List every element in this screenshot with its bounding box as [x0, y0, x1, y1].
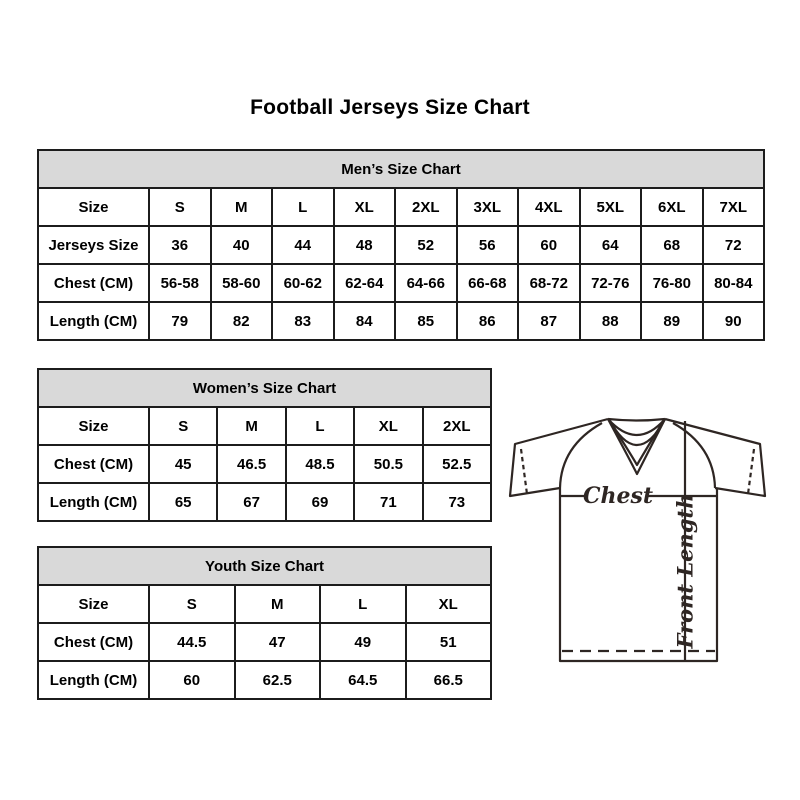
table-cell: 56-58	[149, 264, 211, 302]
table-cell: 90	[703, 302, 765, 340]
table-cell: 4XL	[518, 188, 580, 226]
jersey-measurement-diagram	[505, 406, 769, 670]
table-row	[38, 483, 491, 521]
table-cell: 64	[580, 226, 642, 264]
row-label: Chest (CM)	[38, 445, 149, 483]
left-sleeve-seam	[560, 423, 602, 488]
table-cell: 64-66	[395, 264, 457, 302]
right-sleeve-seam	[673, 423, 715, 488]
size-table	[37, 368, 492, 522]
table-cell: XL	[406, 585, 492, 623]
table-row	[38, 445, 491, 483]
collar-top-edge	[608, 419, 665, 421]
table-cell: S	[149, 407, 217, 445]
table-cell: L	[320, 585, 406, 623]
row-label: Length (CM)	[38, 483, 149, 521]
table-cell: 79	[149, 302, 211, 340]
table-cell: 49	[320, 623, 406, 661]
table-cell: 72-76	[580, 264, 642, 302]
row-label: Jerseys Size	[38, 226, 149, 264]
table-cell: 86	[457, 302, 519, 340]
table-cell: 80-84	[703, 264, 765, 302]
table-title: Youth Size Chart	[38, 547, 491, 585]
table-row	[38, 585, 491, 623]
table-cell: 44.5	[149, 623, 235, 661]
table-cell: 52	[395, 226, 457, 264]
table-cell: 72	[703, 226, 765, 264]
table-cell: M	[217, 407, 285, 445]
youth-size-chart	[37, 546, 492, 700]
table-cell: L	[272, 188, 334, 226]
table-cell: 3XL	[457, 188, 519, 226]
table-cell: M	[211, 188, 273, 226]
table-cell: 66.5	[406, 661, 492, 699]
table-cell: L	[286, 407, 354, 445]
table-cell: 68	[641, 226, 703, 264]
row-label: Size	[38, 585, 149, 623]
row-label: Size	[38, 407, 149, 445]
table-cell: 2XL	[423, 407, 491, 445]
table-cell: 40	[211, 226, 273, 264]
chest-label: Chest	[582, 483, 654, 509]
row-label: Chest (CM)	[38, 623, 149, 661]
right-cuff-dash	[748, 449, 754, 494]
womens-size-chart	[37, 368, 492, 522]
table-cell: 6XL	[641, 188, 703, 226]
table-row	[38, 264, 764, 302]
table-row	[38, 623, 491, 661]
table-row	[38, 188, 764, 226]
table-row	[38, 302, 764, 340]
table-cell: 76-80	[641, 264, 703, 302]
table-row	[38, 661, 491, 699]
table-cell: 52.5	[423, 445, 491, 483]
table-title: Women’s Size Chart	[38, 369, 491, 407]
size-table	[37, 546, 492, 700]
table-title: Men’s Size Chart	[38, 150, 764, 188]
table-cell: 7XL	[703, 188, 765, 226]
table-cell: XL	[334, 188, 396, 226]
table-cell: M	[235, 585, 321, 623]
table-cell: 67	[217, 483, 285, 521]
table-cell: 47	[235, 623, 321, 661]
mens-size-chart	[37, 149, 765, 341]
table-cell: 89	[641, 302, 703, 340]
left-cuff-dash	[521, 449, 527, 494]
table-row	[38, 226, 764, 264]
table-cell: 73	[423, 483, 491, 521]
table-cell: 84	[334, 302, 396, 340]
table-cell: 88	[580, 302, 642, 340]
jersey-outline-icon	[505, 406, 769, 670]
front-length-label: Front Length	[672, 493, 698, 649]
size-table	[37, 149, 765, 341]
table-cell: 71	[354, 483, 422, 521]
row-label: Length (CM)	[38, 302, 149, 340]
row-label: Chest (CM)	[38, 264, 149, 302]
table-cell: 48.5	[286, 445, 354, 483]
table-cell: 48	[334, 226, 396, 264]
table-cell: 51	[406, 623, 492, 661]
table-cell: 60-62	[272, 264, 334, 302]
table-cell: 82	[211, 302, 273, 340]
table-cell: 62-64	[334, 264, 396, 302]
table-cell: XL	[354, 407, 422, 445]
table-cell: 64.5	[320, 661, 406, 699]
table-cell: 65	[149, 483, 217, 521]
table-cell: 44	[272, 226, 334, 264]
table-cell: 66-68	[457, 264, 519, 302]
table-cell: 69	[286, 483, 354, 521]
page-title: Football Jerseys Size Chart	[250, 96, 530, 119]
table-cell: 56	[457, 226, 519, 264]
table-cell: S	[149, 188, 211, 226]
table-cell: 45	[149, 445, 217, 483]
table-cell: 87	[518, 302, 580, 340]
table-cell: S	[149, 585, 235, 623]
table-cell: 83	[272, 302, 334, 340]
table-row	[38, 407, 491, 445]
table-cell: 68-72	[518, 264, 580, 302]
table-cell: 85	[395, 302, 457, 340]
row-label: Length (CM)	[38, 661, 149, 699]
table-cell: 2XL	[395, 188, 457, 226]
table-cell: 60	[149, 661, 235, 699]
table-cell: 62.5	[235, 661, 321, 699]
table-cell: 50.5	[354, 445, 422, 483]
table-cell: 58-60	[211, 264, 273, 302]
table-cell: 60	[518, 226, 580, 264]
table-cell: 36	[149, 226, 211, 264]
row-label: Size	[38, 188, 149, 226]
table-cell: 5XL	[580, 188, 642, 226]
table-cell: 46.5	[217, 445, 285, 483]
